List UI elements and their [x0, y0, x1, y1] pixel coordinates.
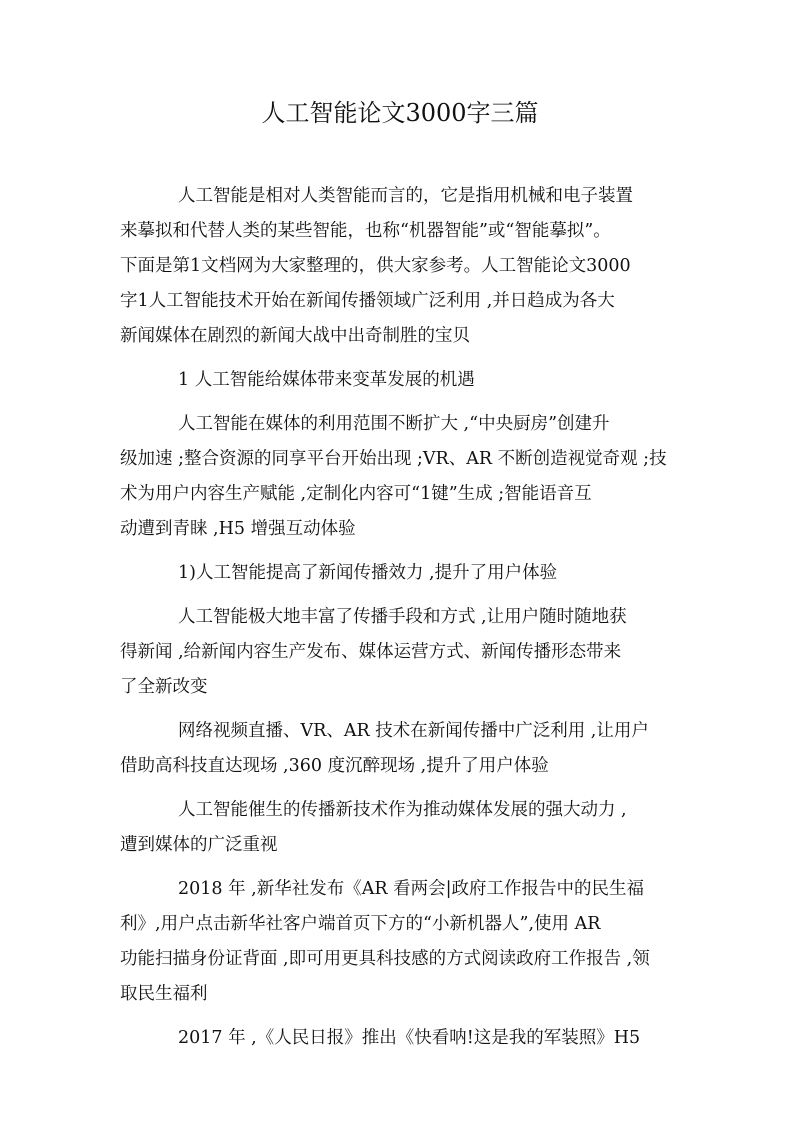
subsection-heading: [120, 556, 700, 591]
paragraph: [120, 407, 700, 547]
text-line: 遭到媒体的广泛重视: [120, 835, 278, 855]
paragraph: [120, 793, 700, 863]
text-line: 2018 年 ,新华社发布《AR 看两会|政府工作报告中的民生福: [178, 879, 644, 899]
paragraph: [120, 179, 700, 354]
text-line: 1 人工智能给媒体带来变革发展的机遇: [178, 370, 475, 390]
text-line: 借助高科技直达现场 ,360 度沉醉现场 ,提升了用户体验: [120, 756, 549, 776]
text-line: 术为用户内容生产赋能 ,定制化内容可“1键”生成 ;智能语音互: [120, 484, 592, 504]
text-line: 人工智能极大地丰富了传播手段和方式 ,让用户随时随地获: [178, 607, 627, 627]
text-line: 得新闻 ,给新闻内容生产发布、媒体运营方式、新闻传播形态带来: [120, 642, 622, 662]
text-line: 取民生福利: [120, 984, 208, 1004]
document-body: [120, 179, 700, 1065]
text-line: 1)人工智能提高了新闻传播效力 ,提升了用户体验: [178, 563, 558, 583]
text-line: 人工智能催生的传播新技术作为推动媒体发展的强大动力 ,: [178, 800, 627, 820]
text-line: 下面是第1文档网为大家整理的，供大家参考。人工智能论文3000: [120, 256, 631, 276]
paragraph: [120, 600, 700, 705]
text-line: 了全新改变: [120, 677, 208, 697]
text-line: 功能扫描身份证背面 ,即可用更具科技感的方式阅读政府工作报告 ,领: [120, 949, 650, 969]
document-title: 人工智能论文3000字三篇: [261, 99, 539, 127]
paragraph: [120, 714, 700, 784]
section-heading: [120, 363, 700, 398]
text-line: 新闻媒体在剧烈的新闻大战中出奇制胜的宝贝: [120, 326, 470, 346]
text-line: 来摹拟和代替人类的某些智能，也称“机器智能”或“智能摹拟”。: [120, 221, 611, 241]
text-line: 级加速 ;整合资源的同享平台开始出现 ;VR、AR 不断创造视觉奇观 ;技: [120, 449, 667, 469]
text-line: 人工智能在媒体的利用范围不断扩大 ,“中央厨房”创建升: [178, 414, 610, 434]
text-line: 动遭到青睐 ,H5 增强互动体验: [120, 519, 356, 539]
text-line: 利》,用户点击新华社客户端首页下方的“小新机器人”,使用 AR: [120, 914, 601, 934]
paragraph: [120, 1021, 700, 1056]
text-line: 人工智能是相对人类智能而言的，它是指用机械和电子装置: [178, 186, 633, 206]
text-line: 字1人工智能技术开始在新闻传播领域广泛利用 ,并日趋成为各大: [120, 291, 615, 311]
paragraph: [120, 872, 700, 1012]
text-line: 网络视频直播、VR、AR 技术在新闻传播中广泛利用 ,让用户: [178, 721, 649, 741]
text-line: 2017 年 ,《人民日报》推出《快看呐!这是我的军装照》H5: [178, 1028, 641, 1048]
